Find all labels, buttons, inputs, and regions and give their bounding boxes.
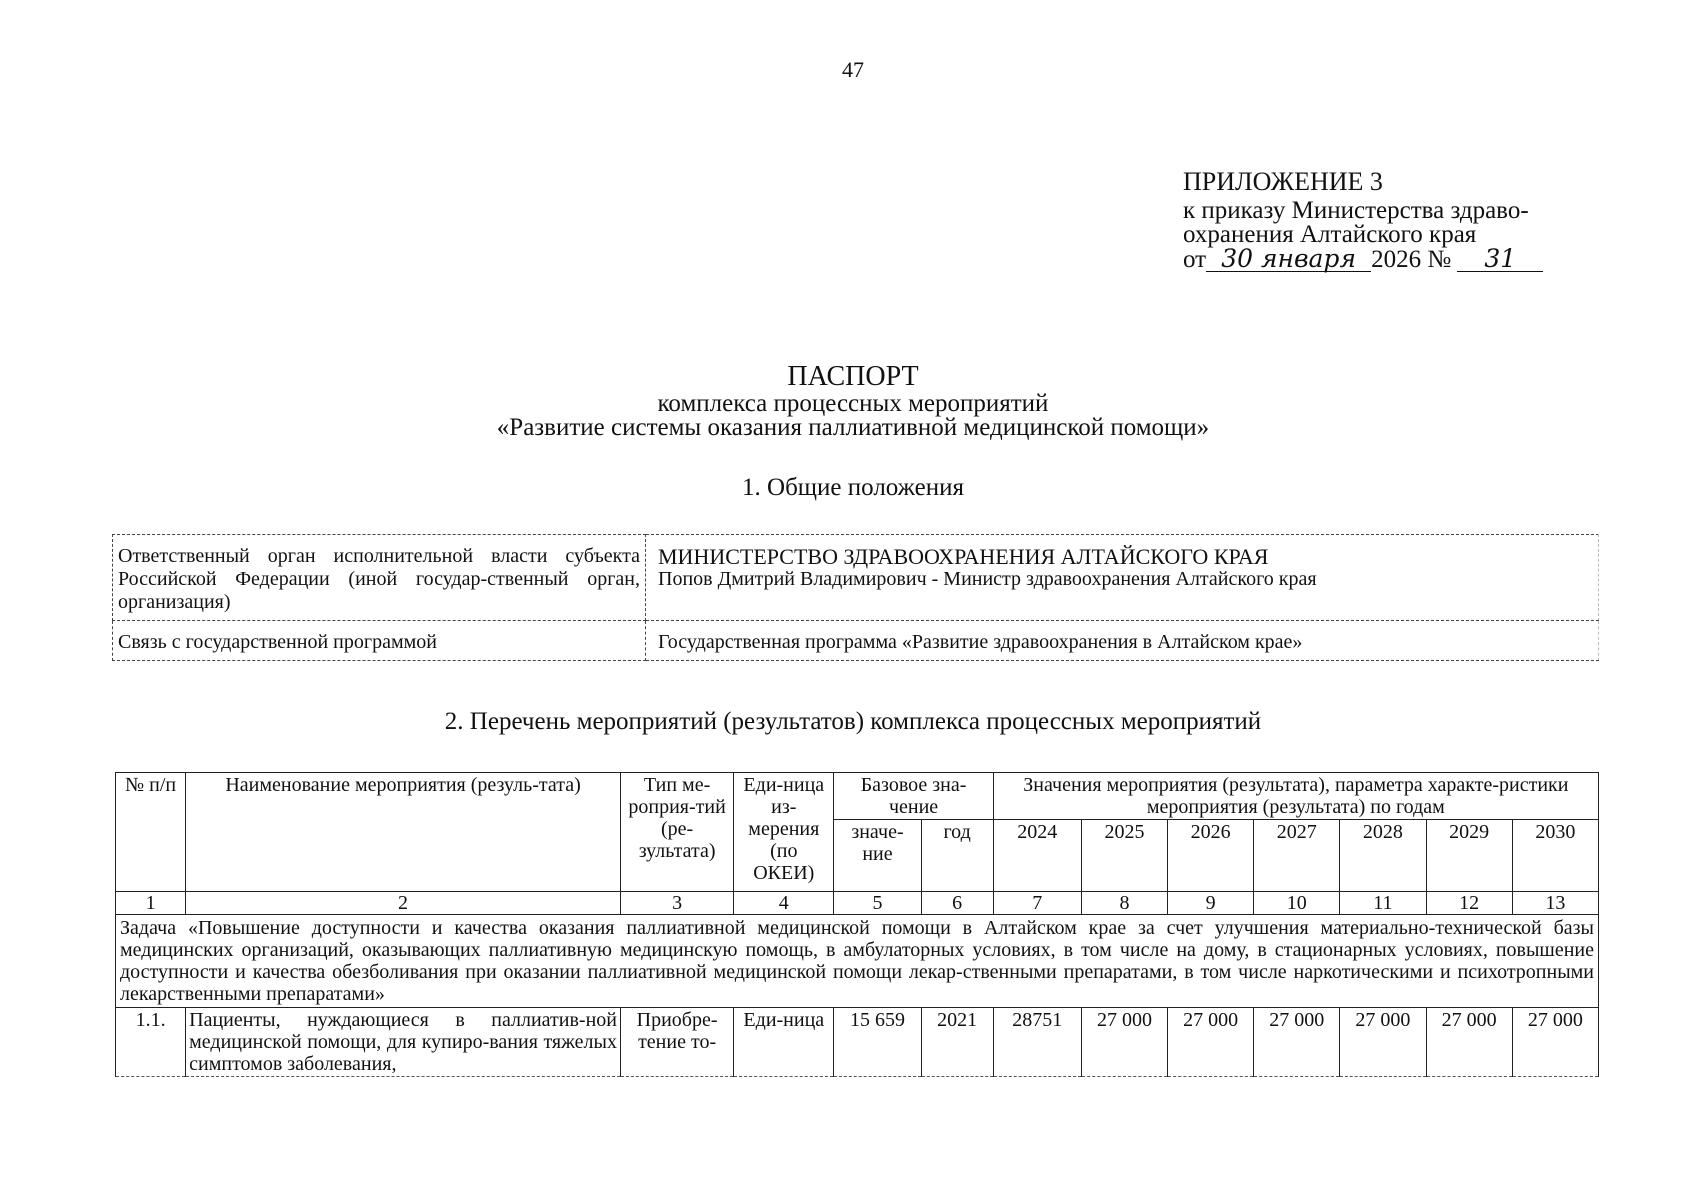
header-year: 2028 — [1340, 820, 1426, 892]
table-row — [116, 1008, 1599, 1077]
measures-table — [115, 772, 1599, 1077]
row-value-2026: 27 000 — [1168, 1008, 1254, 1077]
info-row-program — [113, 621, 1599, 661]
row-value-2027: 27 000 — [1254, 1008, 1340, 1077]
column-number: 10 — [1254, 892, 1340, 915]
info-label: Связь с государственной программой — [113, 621, 646, 661]
row-type: Приобре-тение то- — [620, 1008, 733, 1077]
handwritten-date: 30 января — [1206, 247, 1371, 272]
header-year: 2029 — [1426, 820, 1512, 892]
appendix-line-2: охранения Алтайского края — [1183, 221, 1477, 248]
row-base-year: 2021 — [921, 1008, 993, 1077]
info-value: Государственная программа «Развитие здравоохранения в Алтайском крае» — [646, 621, 1599, 661]
row-base-value: 15 659 — [834, 1008, 921, 1077]
column-number: 13 — [1512, 892, 1598, 915]
task-row — [116, 915, 1599, 1008]
column-number: 3 — [620, 892, 733, 915]
header-name: Наименование мероприятия (резуль-тата) — [186, 773, 621, 892]
column-number: 5 — [834, 892, 921, 915]
row-value-2029: 27 000 — [1426, 1008, 1512, 1077]
responsible-person: Попов Дмитрий Владимирович - Министр здравоохранения Алтайского края — [658, 568, 1317, 590]
column-number: 4 — [734, 892, 834, 915]
row-num: 1.1. — [116, 1008, 186, 1077]
column-number: 9 — [1168, 892, 1254, 915]
column-number: 12 — [1426, 892, 1512, 915]
section-1-heading: 1. Общие положения — [742, 474, 964, 501]
column-number: 7 — [993, 892, 1081, 915]
passport-title: ПАСПОРТ — [787, 361, 919, 392]
row-value-2025: 27 000 — [1081, 1008, 1167, 1077]
appendix-title: ПРИЛОЖЕНИЕ 3 — [1183, 167, 1383, 196]
header-num: № п/п — [116, 773, 186, 892]
info-row-responsible — [113, 535, 1599, 621]
column-number: 8 — [1081, 892, 1167, 915]
row-unit: Еди-ница — [734, 1008, 834, 1077]
column-number: 6 — [921, 892, 993, 915]
header-base-value: значе-ние — [834, 820, 921, 892]
task-text: Задача «Повышение доступности и качества оказания паллиативной медицинской помощи в Алтайском крае за счет улучшения материально-технической базы медицинских организаций, оказывающих паллиативную медицинскую помощь, в амбулаторных условиях, в том числе на дому, в стационарных условиях, повышение доступности и качества обезболивания при оказании паллиативной медицинской помощи лекар-ственными препаратами, в том числе наркотическими и психотропными лекарственными препаратами» — [116, 915, 1599, 1008]
appendix-block — [1183, 167, 1543, 273]
header-year: 2026 — [1168, 820, 1254, 892]
header-year: 2027 — [1254, 820, 1340, 892]
header-year: 2025 — [1081, 820, 1167, 892]
page-number: 47 — [842, 57, 864, 82]
row-name: Пациенты, нуждающиеся в паллиатив-ной медицинской помощи, для купиро-вания тяжелых симптомов заболевания, — [186, 1008, 621, 1077]
header-type: Тип ме-роприя-тий (ре-зультата) — [620, 773, 733, 892]
order-date-line — [1183, 244, 1543, 273]
section-2-heading: 2. Перечень мероприятий (результатов) комплекса процессных мероприятий — [444, 708, 1262, 735]
header-year: 2030 — [1512, 820, 1598, 892]
passport-heading — [0, 362, 1706, 440]
column-numbers-row — [116, 892, 1599, 915]
passport-subtitle: комплекса процессных мероприятий — [657, 390, 1049, 417]
header-row-1 — [116, 773, 1599, 820]
date-year: 2026 № — [1371, 246, 1452, 273]
row-value-2028: 27 000 — [1340, 1008, 1426, 1077]
header-base-year: год — [921, 820, 993, 892]
handwritten-order-number: 31 — [1457, 247, 1543, 272]
general-info-table — [112, 534, 1599, 661]
row-value-2030: 27 000 — [1512, 1008, 1598, 1077]
header-values-by-year: Значения мероприятия (результата), параметра характе-ристики мероприятия (результата) по годам — [993, 773, 1598, 820]
info-label: Ответственный орган исполнительной власти субъекта Российской Федерации (иной государ-ственный орган, организация) — [113, 535, 646, 621]
column-number: 1 — [116, 892, 186, 915]
responsible-organization: МИНИСТЕРСТВО ЗДРАВООХРАНЕНИЯ АЛТАЙСКОГО КРАЯ — [658, 544, 1269, 569]
header-unit: Еди-ница из-мерения (по ОКЕИ) — [734, 773, 834, 892]
row-value-2024: 28751 — [993, 1008, 1081, 1077]
header-year: 2024 — [993, 820, 1081, 892]
date-prefix: от — [1183, 246, 1207, 273]
header-base: Базовое зна-чение — [834, 773, 993, 820]
passport-name: «Развитие системы оказания паллиативной медицинской помощи» — [496, 414, 1210, 441]
column-number: 2 — [186, 892, 621, 915]
appendix-line-1: к приказу Министерства здраво- — [1183, 197, 1529, 224]
column-number: 11 — [1340, 892, 1426, 915]
info-value — [646, 535, 1599, 621]
